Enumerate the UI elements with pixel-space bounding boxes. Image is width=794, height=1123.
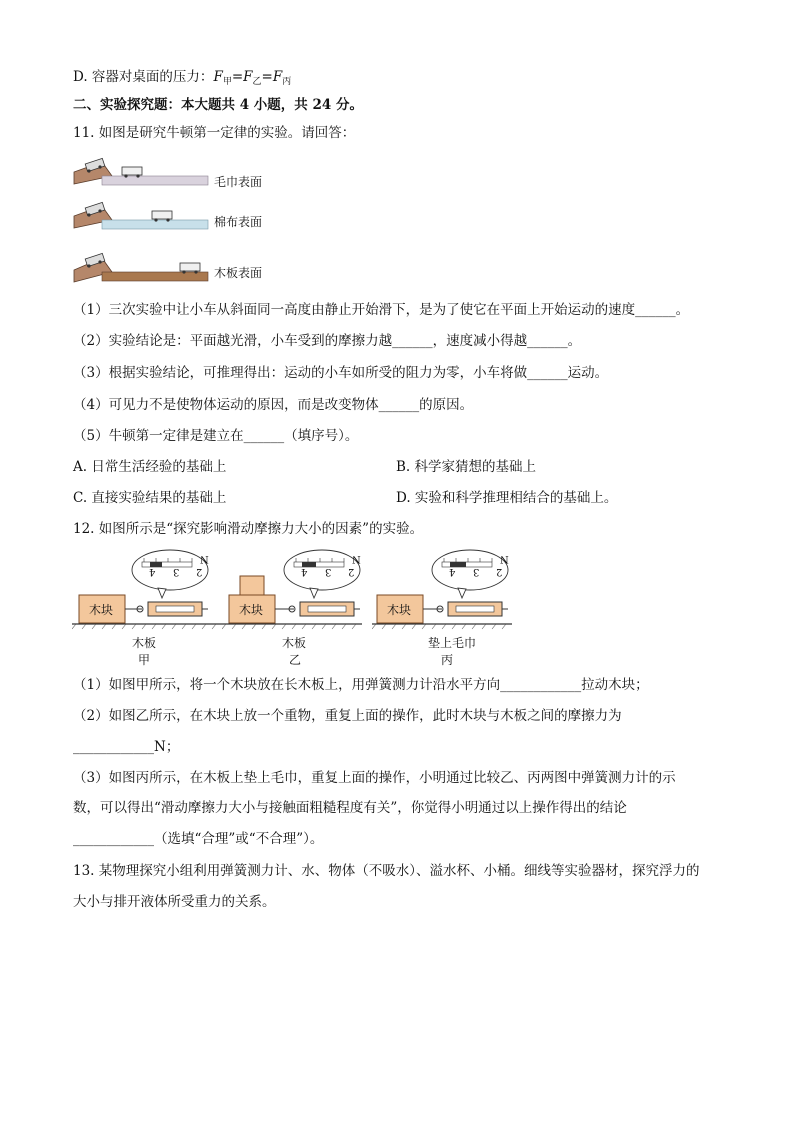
q11-option-c: C. 直接实验结果的基础上 [73,490,227,506]
friction-fig-jia [72,548,222,630]
fig-yi-surface: 木板 [282,636,307,650]
q12-part3: （3）如图丙所示，在木板上垫上毛巾，重复上面的操作，小明通过比较乙、丙两图中弹簧测力计的示 [73,770,676,786]
q11-option-a: A. 日常生活经验的基础上 [73,459,227,475]
scale-tick-2: 2 [496,566,503,577]
q12-stem: 12. 如图所示是“探究影响滑动摩擦力大小的因素”的实验。 [73,521,424,537]
q11-option-d: D. 实验和科学推理相结合的基础上。 [396,490,618,506]
scale-tick-3: 3 [325,566,332,577]
q10-option-d [73,68,291,91]
scale-unit: N [500,553,509,564]
q11-stem: 11. 如图是研究牛顿第一定律的实验。请回答： [73,125,356,141]
q12-part3-cont: 数，可以得出“滑动摩擦力大小与接触面粗糙程度有关”，你觉得小明通过以上操作得出的结论 [73,800,627,816]
friction-fig-yi [222,548,372,630]
surface-label-cotton: 棉布表面 [214,215,263,229]
q12-part1: （1）如图甲所示，将一个木块放在长木板上，用弹簧测力计沿水平方向____________拉动木块； [73,677,649,693]
fig-jia-surface: 木板 [132,636,157,650]
scale-unit: N [352,553,361,564]
q12-part2-blank: ____________N； [73,739,180,755]
q12-part2: （2）如图乙所示，在木块上放一个重物，重复上面的操作，此时木块与木板之间的摩擦力为 [73,708,622,724]
scale-tick-4: 4 [149,566,156,577]
fig-bing-name: 丙 [441,653,454,667]
force-symbol: F [272,69,283,85]
surface-label-towel: 毛巾表面 [214,175,263,189]
scale-tick-2: 2 [348,566,355,577]
fig-bing-surface: 垫上毛巾 [428,636,477,650]
scale-tick-3: 3 [473,566,480,577]
friction-fig-bing [372,548,522,630]
block-label: 木块 [387,603,412,617]
block-label: 木块 [89,603,114,617]
scale-tick-4: 4 [449,566,456,577]
sub-bing: 丙 [282,77,292,87]
eq-sign: = [231,69,244,85]
block-label: 木块 [239,603,264,617]
q11-part5: （5）牛顿第一定律是建立在______（填序号）。 [73,428,359,444]
q11-part1: （1）三次实验中让小车从斜面同一高度由静止开始滑下，是为了使它在平面上开始运动的速度______。 [73,302,690,318]
scale-unit: N [200,553,209,564]
ramp-cotton [74,202,208,229]
ramp-towel [74,158,208,185]
q12-part3-blank: ____________（选填“合理”或“不合理”）。 [73,831,324,847]
sub-jia: 甲 [222,77,232,87]
sub-yi: 乙 [252,77,262,87]
section-heading: 二、实验探究题：本大题共 4 小题，共 24 分。 [73,97,363,113]
surface-label-wood: 木板表面 [214,266,263,280]
q11-part3: （3）根据实验结论，可推理得出：运动的小车如所受的阻力为零，小车将做______运动。 [73,365,609,381]
weight-block [240,576,264,595]
scale-tick-3: 3 [173,566,180,577]
fig-yi-name: 乙 [289,653,302,667]
force-symbol: F [243,69,253,85]
q13-stem-line2: 大小与排开液体所受重力的关系。 [73,894,276,910]
q11-option-b: B. 科学家猜想的基础上 [396,459,537,475]
q13-stem-line1: 13. 某物理探究小组利用弹簧测力计、水、物体（不吸水）、溢水杯、小桶。细线等实验器材，探究浮力的 [73,863,700,879]
eq-sign: = [261,69,273,85]
option-d-text: D. 容器对桌面的压力： [73,69,214,85]
ramp-wood [74,253,208,282]
scale-tick-4: 4 [301,566,308,577]
force-symbol: F [213,69,223,85]
scale-tick-2: 2 [196,566,203,577]
newton-experiment-figure [72,154,212,284]
q11-part2: （2）实验结论是：平面越光滑，小车受到的摩擦力越______，速度减小得越______。 [73,333,582,349]
fig-jia-name: 甲 [138,653,151,667]
q11-part4: （4）可见力不是使物体运动的原因，而是改变物体______的原因。 [73,397,474,413]
